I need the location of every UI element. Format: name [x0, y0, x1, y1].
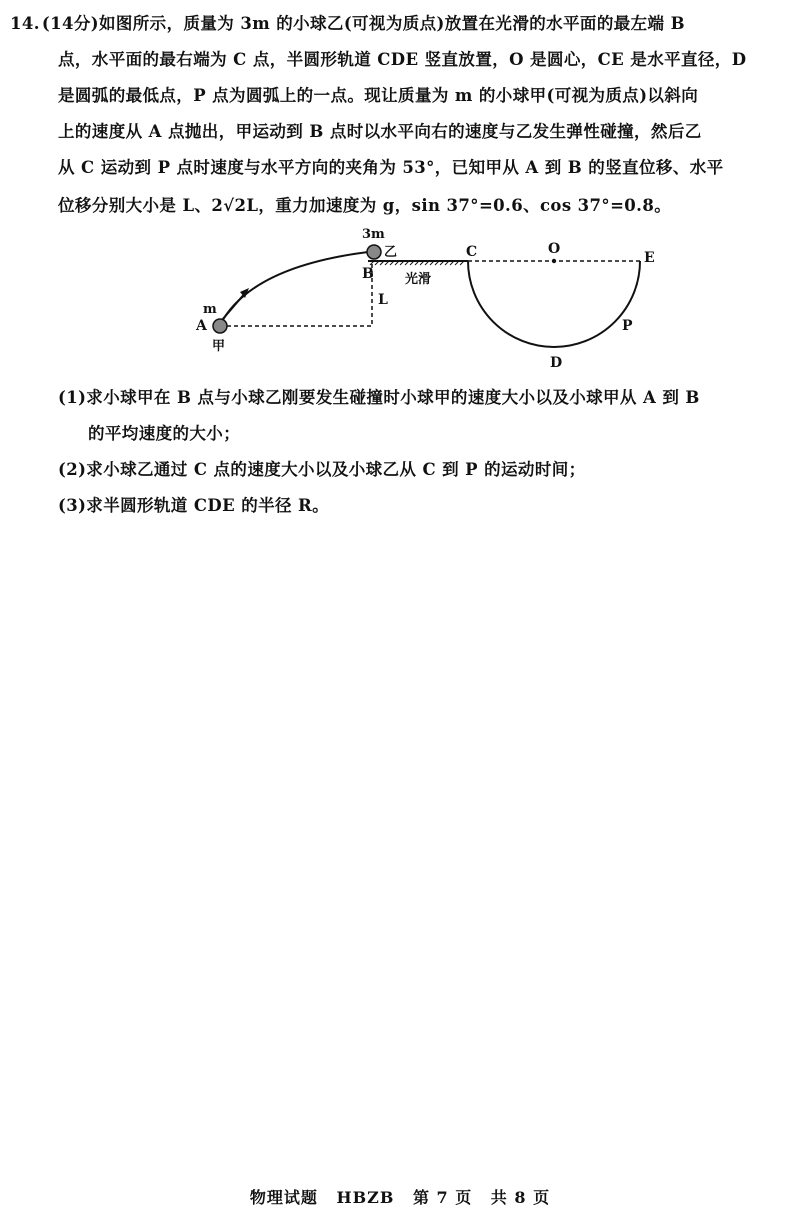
diagram-svg	[190, 222, 670, 372]
label-ball-yi: 乙	[384, 245, 398, 260]
label-point-p: P	[622, 318, 633, 334]
center-dot	[552, 259, 556, 263]
footer-page: 第 7 页	[412, 1188, 473, 1207]
physics-diagram	[190, 222, 670, 372]
label-point-b: B	[362, 266, 374, 282]
label-surface: 光滑	[405, 272, 432, 287]
ball-yi	[367, 245, 381, 259]
problem-line-5: 从 C 运动到 P 点时速度与水平方向的夹角为 53°，已知甲从 A 到 B 的竖直位移、水平	[58, 158, 724, 177]
question-1-line-2: 的平均速度的大小；	[88, 424, 241, 443]
ball-jia	[213, 319, 227, 333]
problem-line-3: 是圆弧的最低点，P 点为圆弧上的一点。现让质量为 m 的小球甲(可视为质点)以斜向	[58, 86, 699, 105]
question-1-line-1: (1)求小球甲在 B 点与小球乙刚要发生碰撞时小球甲的速度大小以及小球甲从 A 到 B	[58, 388, 700, 407]
problem-line-1	[10, 10, 730, 34]
label-ball-jia: 甲	[212, 339, 226, 354]
question-2: (2)求小球乙通过 C 点的速度大小以及小球乙从 C 到 P 的运动时间；	[58, 460, 586, 479]
label-point-o: O	[548, 241, 561, 257]
footer-total: 共 8 页	[490, 1188, 551, 1207]
problem-text-1: 如图所示，质量为 3m 的小球乙(可视为质点)放置在光滑的水平面的最左端 B	[98, 14, 685, 33]
label-point-d: D	[550, 355, 563, 371]
label-point-a: A	[196, 318, 207, 334]
question-score: (14分)	[41, 14, 99, 33]
label-mass-jia: m	[203, 302, 217, 317]
velocity-arrow	[222, 292, 246, 320]
footer-subject: 物理试题	[249, 1188, 318, 1207]
problem-line-4: 上的速度从 A 点抛出，甲运动到 B 点时以水平向右的速度与乙发生弹性碰撞，然后乙	[58, 122, 702, 141]
problem-line-6: 位移分别大小是 L、2√2L，重力加速度为 g，sin 37°=0.6、cos 37°=0.8。	[58, 196, 672, 215]
semicircle-track	[468, 261, 640, 347]
label-mass-yi: 3m	[362, 227, 385, 242]
label-height: L	[378, 292, 388, 308]
page-footer	[0, 1185, 800, 1208]
label-point-e: E	[644, 250, 655, 266]
question-3: (3)求半圆形轨道 CDE 的半径 R。	[58, 496, 330, 515]
label-point-c: C	[466, 244, 478, 260]
question-number: 14.	[10, 14, 40, 33]
trajectory-curve	[220, 252, 368, 325]
problem-line-2: 点，水平面的最右端为 C 点，半圆形轨道 CDE 竖直放置，O 是圆心，CE 是水平直径，D	[58, 50, 747, 69]
footer-code: HBZB	[336, 1188, 395, 1207]
